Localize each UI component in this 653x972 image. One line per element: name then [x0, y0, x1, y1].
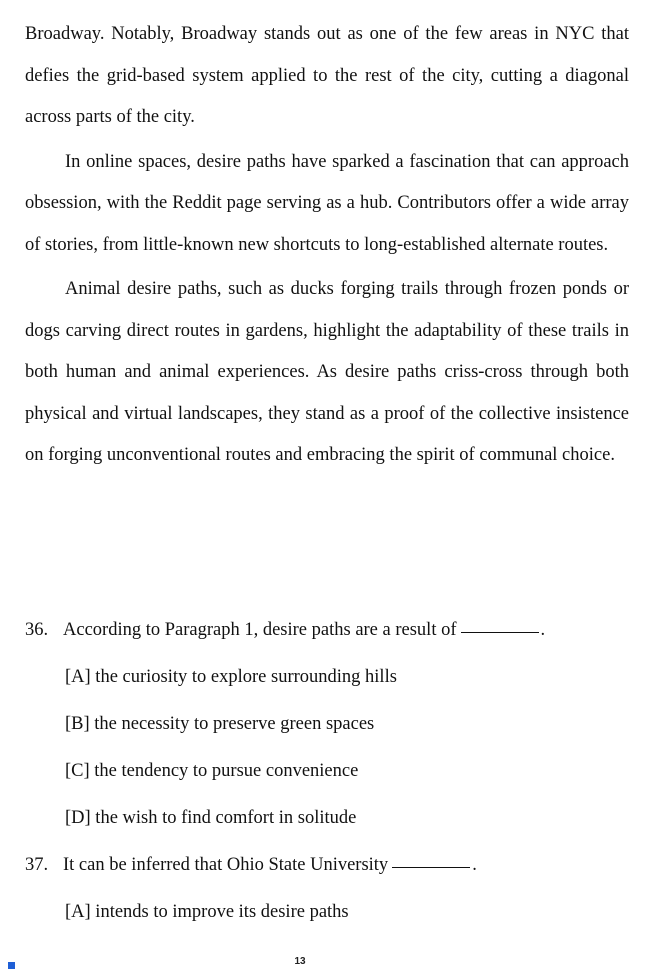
- question-number: 37.: [25, 855, 49, 875]
- answer-blank: [392, 849, 470, 868]
- question-text: It can be inferred that Ohio State University: [63, 855, 389, 875]
- answer-blank: [461, 614, 539, 633]
- question-list: [25, 614, 629, 943]
- question-stem: [25, 849, 629, 881]
- option-c: [C] the tendency to pursue convenience: [65, 761, 359, 781]
- paragraph-online-spaces: In online spaces, desire paths have sparked a fascination that can approach obsession, with the Reddit page serving as a hub. Contributors offer a wide array of stories, from little-known new shortcuts to long-established alternate routes.: [25, 151, 629, 255]
- paragraph-broadway: Broadway. Notably, Broadway stands out as one of the few areas in NYC that defies the grid-based system applied to the rest of the city, cutting a diagonal across parts of the city.: [25, 24, 629, 127]
- option-a: [A] the curiosity to explore surrounding hills: [65, 667, 397, 687]
- paragraph-animal-paths: Animal desire paths, such as ducks forging trails through frozen ponds or dogs carving direct routes in gardens, highlight the adaptability of these trails in both human and animal experiences. As desire paths criss-cross through both physical and virtual landscapes, they stand as a proof of the collective insistence on forging unconventional routes and embracing the spirit of communal choice.: [25, 279, 629, 465]
- question-text: According to Paragraph 1, desire paths are a result of: [63, 620, 457, 640]
- question-number: 36.: [25, 620, 49, 640]
- passage: [25, 14, 629, 477]
- page-number: 13: [294, 956, 306, 967]
- question-stem: [25, 614, 629, 646]
- option-d: [D] the wish to find comfort in solitude: [65, 808, 357, 828]
- option-a: [A] intends to improve its desire paths: [65, 902, 349, 922]
- question-end-punct: .: [540, 620, 546, 640]
- question-36: [25, 614, 629, 661]
- question-37: [25, 849, 629, 896]
- option-b: [B] the necessity to preserve green spaces: [65, 714, 375, 734]
- question-end-punct: .: [472, 855, 477, 875]
